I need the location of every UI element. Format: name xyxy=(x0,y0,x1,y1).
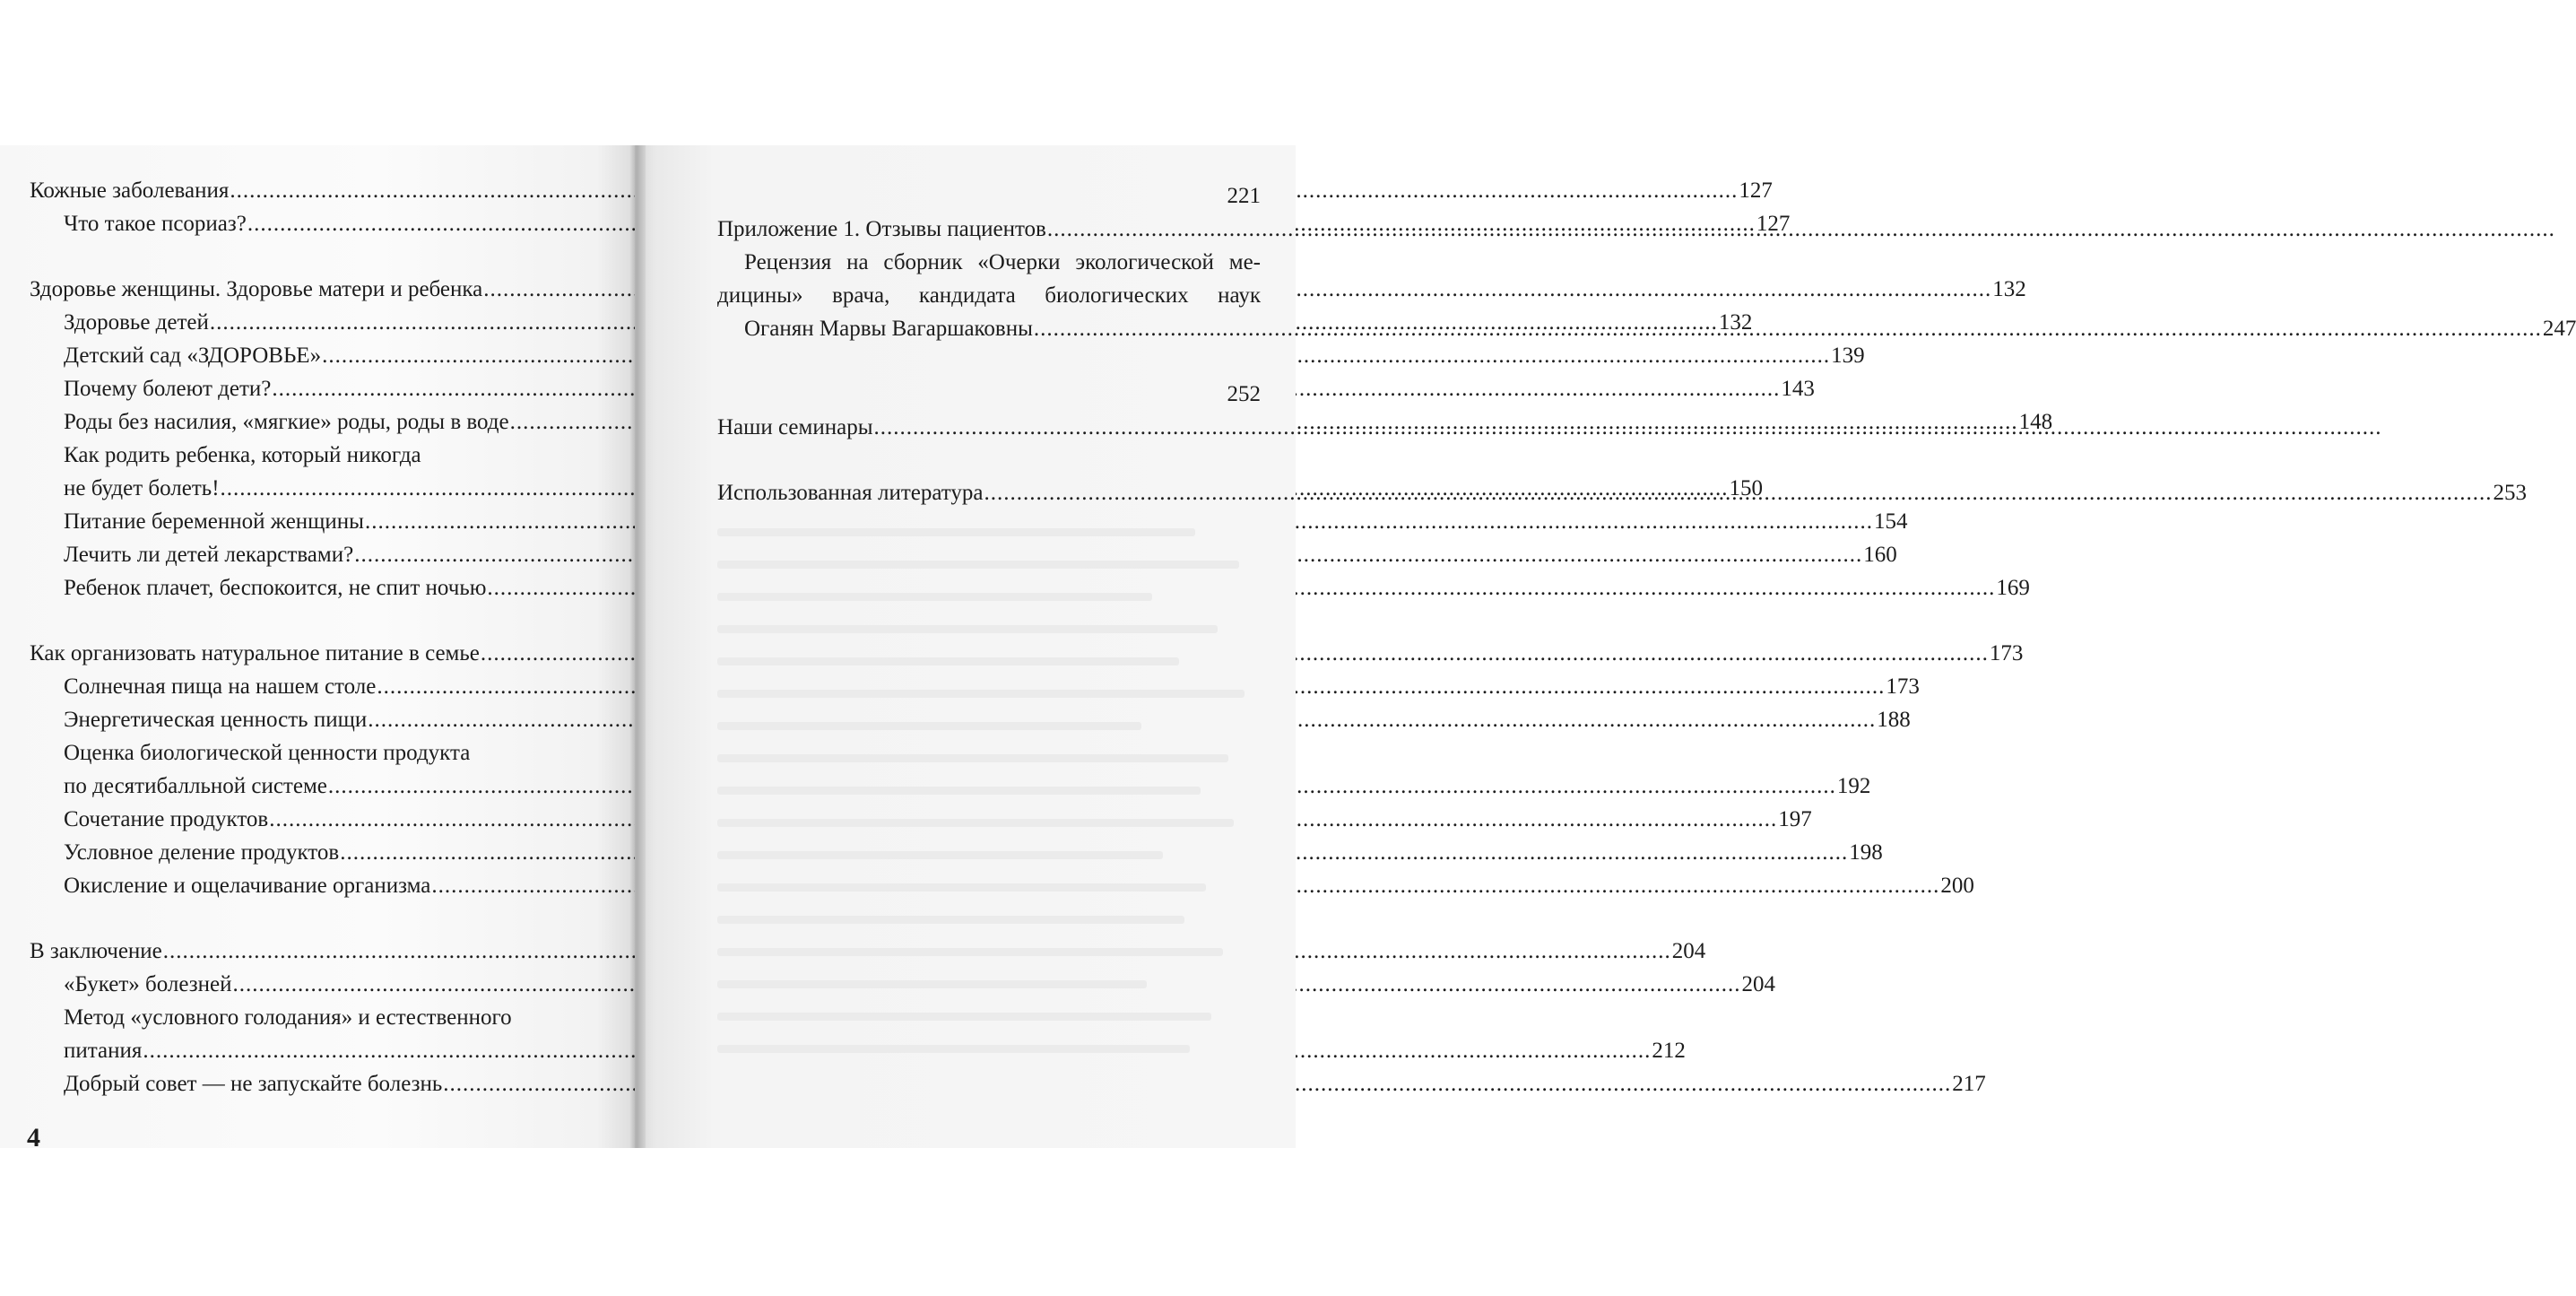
toc-page-number: 198 xyxy=(1849,840,1883,865)
toc-page-number: 188 xyxy=(1877,708,1911,732)
toc-entry-title-line: дицины» врача, кандидата биологических наук xyxy=(717,283,1261,308)
toc-entry xyxy=(30,637,2024,670)
toc-entry xyxy=(30,803,1812,836)
toc-entry xyxy=(30,1034,1686,1067)
toc-page-number: 217 xyxy=(1952,1072,1986,1096)
dot-leader xyxy=(874,411,2382,444)
toc-entry-title: Питание беременной женщины xyxy=(64,509,364,534)
toc-entry-title: Приложение 1. Отзывы пациентов xyxy=(717,217,1046,241)
toc-entry-title: питания xyxy=(64,1039,143,1063)
toc-gap xyxy=(30,605,596,637)
toc-page-number: 212 xyxy=(1652,1039,1686,1063)
bleed-through-text xyxy=(717,504,1261,1077)
toc-entry xyxy=(30,339,1865,372)
toc-page-number: 197 xyxy=(1778,807,1812,831)
toc-entry-title: Почему болеют дети? xyxy=(64,377,272,401)
toc-entry-title: Как организовать натуральное питание в семье xyxy=(30,641,480,665)
toc-entry-title: Энергетическая ценность пищи xyxy=(64,708,368,732)
toc-page-number: 160 xyxy=(1863,543,1897,567)
toc-entry-title: Лечить ли детей лекарствами? xyxy=(64,543,354,567)
toc-entry-title: Сочетание продуктов xyxy=(64,807,269,831)
toc-entry-title: Здоровье женщины. Здоровье матери и ребенка xyxy=(30,277,483,301)
toc-entry xyxy=(30,869,1974,902)
toc-gap xyxy=(30,902,596,935)
toc-page-number: 204 xyxy=(1671,939,1706,963)
toc-entry-title: Окисление и ощелачивание организма xyxy=(64,874,431,898)
toc-entry-title-line: Рецензия на сборник «Очерки экологической ме- xyxy=(744,250,1261,274)
toc-page-number: 192 xyxy=(1836,774,1871,798)
toc-page-number: 169 xyxy=(1996,576,2030,600)
toc-entry-title: Детский сад «ЗДОРОВЬЕ» xyxy=(64,344,322,368)
toc-entry xyxy=(30,703,1911,736)
toc-entry-title: Солнечная пища на нашем столе xyxy=(64,674,377,699)
toc-page-number: 247 xyxy=(2542,317,2576,341)
dot-leader xyxy=(984,476,2493,509)
dot-leader xyxy=(1047,213,2555,246)
toc-entry-title-line: Оценка биологической ценности продукта xyxy=(64,741,471,765)
toc-page-number: 154 xyxy=(1873,509,1908,534)
book-spread xyxy=(0,145,2576,1152)
toc-page-number: 200 xyxy=(1940,874,1974,898)
book-gutter xyxy=(629,145,646,1148)
toc-entry xyxy=(30,670,1920,703)
toc-entry-title: Роды без насилия, «мягкие» роды, роды в воде xyxy=(64,410,509,434)
toc-entry-seminars xyxy=(717,378,1261,444)
dot-leader xyxy=(1034,312,2542,345)
toc-entry xyxy=(30,538,1897,571)
toc-page-number: 173 xyxy=(1989,641,2024,665)
toc-entry-appendix xyxy=(717,179,1261,246)
toc-entry-title: Кожные заболевания xyxy=(30,178,230,203)
toc-entry xyxy=(30,935,1706,968)
toc-page-number: 127 xyxy=(1756,212,1791,236)
toc-page-number: 139 xyxy=(1831,344,1865,368)
toc-entry-title: Добрый совет — не запускайте болезнь xyxy=(64,1072,443,1096)
page-folio: 4 xyxy=(27,1123,40,1152)
toc-entry-title: не будет болеть! xyxy=(64,476,220,500)
toc-entry xyxy=(30,836,1883,869)
toc-entry xyxy=(30,770,1871,803)
toc-entry-title-line: Метод «условного голодания» и естественного xyxy=(64,1005,512,1030)
toc-entry-title: Условное деление продуктов xyxy=(64,840,340,865)
toc-page-number: 221 xyxy=(1227,184,1261,208)
toc-entry-title-line: Как родить ребенка, который никогда xyxy=(64,443,421,467)
toc-entry-title: Здоровье детей xyxy=(64,310,209,335)
toc-page-number: 173 xyxy=(1886,674,1920,699)
toc-entry-title: «Букет» болезней xyxy=(64,972,232,996)
toc-entry-title: Ребенок плачет, беспокоится, не спит ночью xyxy=(64,576,487,600)
toc-page-number: 127 xyxy=(1739,178,1773,203)
toc-page-number: 204 xyxy=(1741,972,1776,996)
toc-entry xyxy=(30,968,1776,1001)
toc-entry xyxy=(30,505,1908,538)
toc-entry-title: Наши семинары xyxy=(717,415,873,439)
toc-page-number: 132 xyxy=(1718,310,1753,335)
toc-entry-title-line: Оганян Марвы Вагаршаковны xyxy=(744,317,1033,341)
toc-page-number: 148 xyxy=(2018,410,2053,434)
toc-page-number: 253 xyxy=(2493,481,2527,505)
toc-entry-title: по десятибалльной системе xyxy=(64,774,327,798)
toc-page-number: 150 xyxy=(1729,476,1764,500)
toc-entry xyxy=(30,571,2030,605)
toc-page-number: 143 xyxy=(1781,377,1815,401)
toc-entry xyxy=(30,1067,1986,1100)
toc-page-number: 132 xyxy=(1992,277,2026,301)
toc-gap xyxy=(30,240,596,273)
toc-entry-title: В заключение xyxy=(30,939,162,963)
toc-page-number: 252 xyxy=(1227,382,1261,406)
toc-entry-title: Использованная литература xyxy=(717,481,984,505)
toc-entry-title: Что такое псориаз? xyxy=(64,212,247,236)
